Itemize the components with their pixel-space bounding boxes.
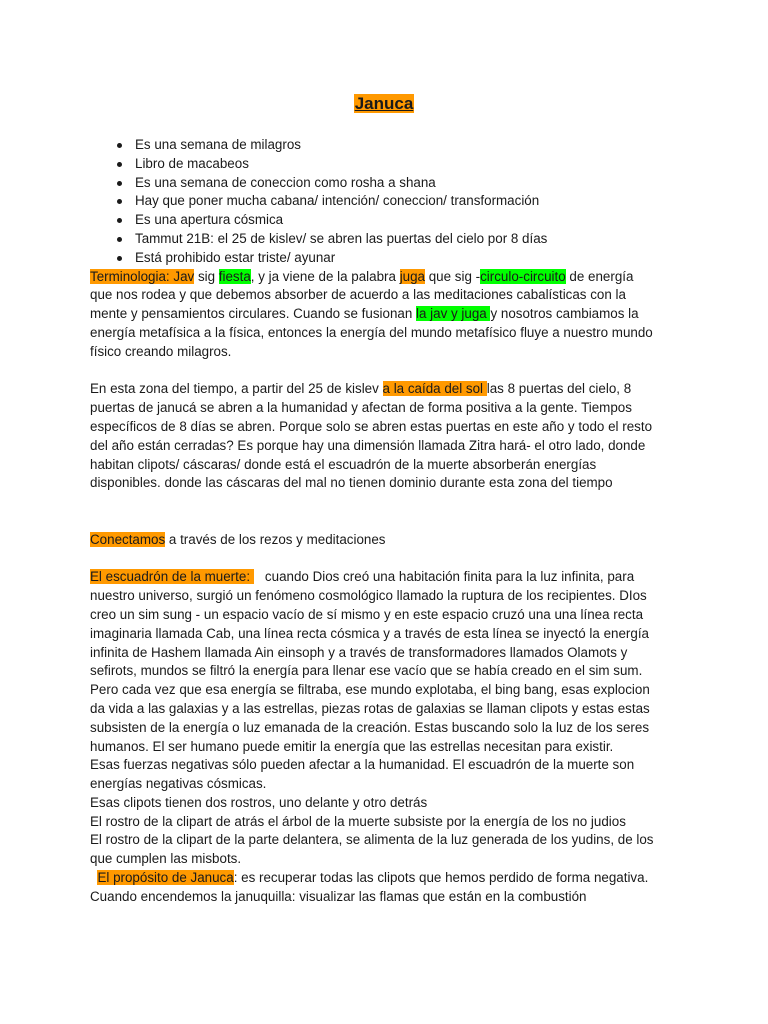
text-run: En esta zona del tiempo, a partir del 25 de kislev	[90, 381, 383, 397]
list-item: Libro de macabeos	[117, 155, 680, 174]
proposito-paragraph	[90, 869, 680, 907]
term-circulo: circulo-circuito	[480, 268, 566, 284]
paragraph-line: del año están cerradas? Es porque hay una dimensión llamada Zitra hará- el otro lado, donde	[90, 437, 646, 453]
term-juga: juga	[399, 268, 426, 284]
title-text: Januca	[354, 94, 414, 113]
paragraph-line: nuestro universo, surgió un fenómeno cosmológico llamado la ruptura de los recipientes. DIos	[90, 588, 647, 604]
caida-highlight: a la caída del sol	[382, 381, 487, 397]
document-body	[90, 136, 680, 907]
paragraph-line: El rostro de la clipart de la parte delantera, se alimenta de la luz generada de los yudins, de los	[90, 832, 654, 848]
paragraph-line: Esas clipots tienen dos rostros, uno delante y otro detrás	[90, 794, 428, 810]
text-run: , y ja viene de la palabra	[250, 268, 400, 284]
paragraph-line	[90, 380, 680, 399]
text-run: sig	[194, 268, 219, 284]
proposito-label: El propósito de Januca	[97, 870, 234, 886]
terminologia-label: Terminologia:	[90, 268, 170, 284]
paragraph-line: Esas fuerzas negativas sólo pueden afectar a la humanidad. El escuadrón de la muerte son	[90, 757, 635, 773]
conectamos-highlight: Conectamos	[90, 531, 166, 547]
text-run: que sig -	[425, 268, 481, 284]
list-item: Es una semana de milagros	[117, 136, 680, 155]
bullet-list	[90, 136, 680, 268]
paragraph-line: específicos de 8 días se abren. Porque solo se abren estas puertas en este año y todo el resto	[90, 418, 653, 434]
list-item: Tammut 21B: el 25 de kislev/ se abren las puertas del cielo por 8 días	[117, 230, 680, 249]
paragraph-line	[90, 568, 680, 587]
paragraph-line: energías negativas cósmicas.	[90, 776, 267, 792]
text-run: las 8 puertas del cielo, 8	[486, 381, 632, 397]
zona-paragraph	[90, 380, 680, 493]
list-item: Es una apertura cósmica	[117, 211, 680, 230]
document-title	[0, 93, 768, 115]
escuadron-label: El escuadrón de la muerte:	[90, 569, 254, 585]
spacer	[90, 362, 680, 381]
list-item: Está prohibido estar triste/ ayunar	[117, 249, 680, 268]
paragraph-line: creo un sim sung - un espacio vacío de sí mismo y en este espacio cruzó una una línea recta	[90, 606, 644, 622]
paragraph-line: puertas de janucá se abren a la humanidad y afectan de forma positiva a la gente. Tiempos	[90, 400, 632, 416]
paragraph-line: físico creando milagros.	[90, 343, 232, 359]
paragraph-line: habitan clipots/ cáscaras/ donde está el escuadrón de la muerte absorberán energías	[90, 456, 597, 472]
paragraph-line: que nos rodea y que debemos absorber de acuerdo a las meditaciones cabalísticas con la	[90, 287, 626, 303]
conectamos-paragraph	[90, 531, 680, 550]
term-fiesta: fiesta	[218, 268, 251, 284]
term-jav-y-juga: la jav y juga	[416, 306, 491, 322]
spacer	[90, 550, 680, 569]
paragraph-line: que cumplen las misbots.	[90, 851, 242, 867]
paragraph-line: infinita de Hashem llamada Ain einsoph y a través de transformadores llamados Olamots y	[90, 644, 628, 660]
paragraph-line: energía metafísica a la física, entonces la energía del mundo metafísico fluye a nuestro mundo	[90, 324, 653, 340]
paragraph-line: sefirots, mundos se filtró la energía para llenar ese vacío que se había creado en el sim sum.	[90, 663, 643, 679]
paragraph-line: Pero cada vez que esa energía se filtraba, ese mundo explotaba, el bing bang, esas explocion	[90, 682, 650, 698]
escuadron-paragraph	[90, 568, 680, 869]
paragraph-line: da vida a las galaxias y a las estrellas, piezas rotas de galaxias se llaman clipots y estas estas	[90, 700, 650, 716]
text-run: y nosotros cambiamos la	[490, 306, 639, 322]
text-run: a través de los rezos y meditaciones	[165, 531, 386, 547]
paragraph-line: Cuando encendemos la januquilla: visualizar las flamas que están en la combustión	[90, 888, 587, 904]
paragraph-line	[90, 268, 680, 287]
term-jav: Jav	[173, 268, 195, 284]
paragraph-line: imaginaria llamada Cab, una línea recta cósmica y a través de esta línea se inyectó la energía	[90, 625, 649, 641]
text-run: mente y pensamientos circulares. Cuando se fusionan	[90, 306, 417, 322]
terminologia-paragraph	[90, 268, 680, 362]
list-item: Hay que poner mucha cabana/ intención/ coneccion/ transformación	[117, 192, 680, 211]
paragraph-line: humanos. El ser humano puede emitir la energía que las estrellas necesitan para existir.	[90, 738, 614, 754]
spacer	[90, 493, 680, 531]
text-run: cuando Dios creó una habitación finita para la luz infinita, para	[253, 569, 635, 585]
list-item: Es una semana de coneccion como rosha a shana	[117, 174, 680, 193]
paragraph-line: disponibles. donde las cáscaras del mal no tienen dominio durante esta zona del tiempo	[90, 475, 613, 491]
paragraph-line	[90, 869, 680, 888]
text-run: : es recuperar todas las clipots que hemos perdido de forma negativa.	[233, 870, 649, 886]
text-run: de energía	[565, 268, 634, 284]
paragraph-line	[90, 305, 680, 324]
paragraph-line: El rostro de la clipart de atrás el árbol de la muerte subsiste por la energía de los no judios	[90, 813, 626, 829]
paragraph-line: subsisten de la energía o luz emanada de la creación. Estas buscando solo la luz de los seres	[90, 719, 650, 735]
